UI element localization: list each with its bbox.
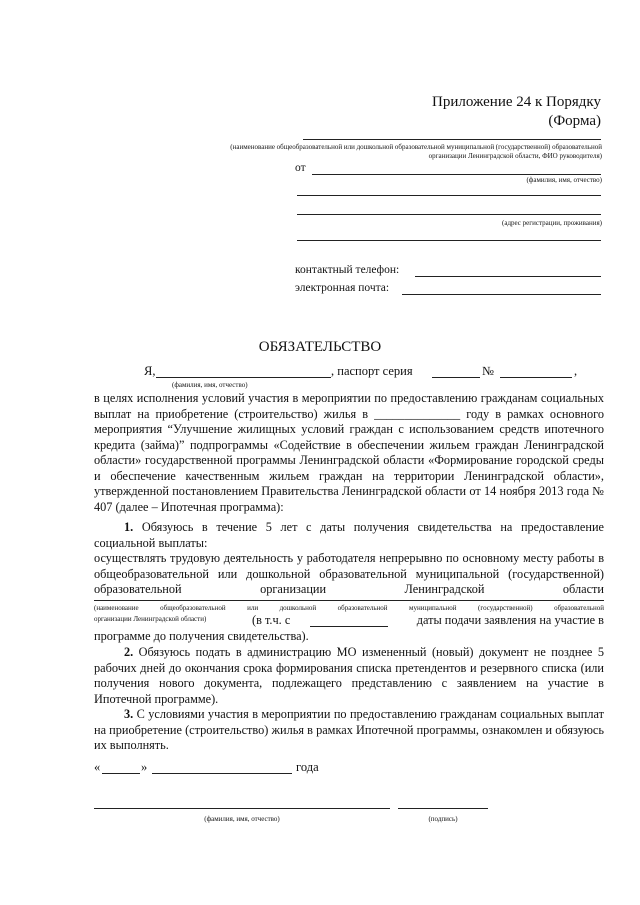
intro-paragraph: в целях исполнения условий участия в мероприятии по предоставлению гражданам социальных выплат на приобретение (строительство) жилья в ______________ году в рамках основного мероприятия “Улучшение жилищных условий граждан с использованием средств ипотечного кредита (займа)” подпрограммы «Содействие в обеспечении жильем граждан Ленинградской области» государственной программы Ленинградской области «Формирование городской среды и обеспечение качественным жильем граждан на территории Ленинградской области», утвержденной постановлением Правительства Ленинградской области от 14 ноября 2013 года № 407 (далее – Ипотечная программа):	[94, 391, 604, 514]
item-3-number: 3.	[124, 707, 134, 721]
passport-label: , паспорт серия	[331, 364, 413, 378]
quote-close: »	[141, 760, 148, 774]
item-1-detail: осуществлять трудовую деятельность у работодателя непрерывно по основному месту работы в общеобразовательной или дошкольной образовательной муниципальной (государственной) образовательной организации Ленинградской области	[94, 551, 604, 596]
from-line-3[interactable]	[297, 214, 601, 215]
item-1-caption-1: (наименование общеобразовательной или дошкольной образовательной муниципальной (государственной) образовательной	[94, 604, 604, 612]
i-label: Я,	[144, 364, 156, 378]
item-1-tail-b: даты подачи заявления на участие в	[416, 613, 604, 627]
phone-field[interactable]	[415, 276, 601, 277]
item-2-number: 2.	[124, 645, 134, 659]
signature-field[interactable]	[398, 808, 488, 809]
appendix-title: Приложение 24 к Порядку	[432, 94, 601, 110]
document-title: ОБЯЗАТЕЛЬСТВО	[258, 339, 382, 355]
phone-label: контактный телефон:	[295, 264, 400, 276]
passport-series-field[interactable]	[432, 377, 480, 378]
signature-name-caption: (фамилия, имя, отчество)	[204, 815, 280, 823]
from-name-caption: (фамилия, имя, отчество)	[526, 176, 602, 184]
item-1-text: Обязуюсь в течение 5 лет с даты получения свидетельства на предоставление социальной выплаты:	[94, 520, 604, 550]
date-line	[94, 760, 354, 776]
year-label: года	[296, 760, 319, 774]
quote-open: «	[94, 760, 101, 774]
intro-line	[94, 364, 604, 382]
signature-name-field[interactable]	[94, 808, 390, 809]
item-3	[94, 707, 604, 754]
month-field[interactable]	[152, 773, 292, 774]
item-3-text: С условиями участия в мероприятии по предоставлению гражданам социальных выплат на приобретение (строительство) жилья в рамках Ипотечной программы, ознакомлен и обязуюсь их выполнять.	[94, 707, 604, 752]
item-1-date-field[interactable]	[310, 626, 388, 627]
from-line-2[interactable]	[297, 195, 601, 196]
item-2-text: Обязуюсь подать в администрацию МО измененный (новый) документ не позднее 5 рабочих дней до окончания срока формирования списка претендентов и резервного списка (или получения нового документа, подлежащего представлению с заявлением на участие в Ипотечной программе).	[94, 645, 604, 706]
addressee-caption-2: организации Ленинградской области, ФИО руководителя)	[428, 152, 602, 160]
item-1-number: 1.	[124, 520, 134, 534]
from-name-field[interactable]	[312, 174, 601, 175]
item-1-tail-line	[94, 613, 604, 629]
passport-number-field[interactable]	[500, 377, 572, 378]
email-field[interactable]	[402, 294, 601, 295]
addressee-caption-1: (наименование общеобразовательной или дошкольной образовательной муниципальной (государственной) образовательной	[230, 143, 602, 151]
from-label: от	[295, 162, 306, 174]
intro-name-caption: (фамилия, имя, отчество)	[172, 381, 248, 389]
item-2	[94, 645, 604, 707]
item-1-tail-c: программе до получения свидетельства).	[94, 629, 309, 643]
item-1-tail-a: (в т.ч. с	[252, 613, 291, 627]
number-label: №	[482, 364, 494, 378]
item-1-organization-field[interactable]	[94, 600, 604, 601]
intro-comma: ,	[574, 364, 578, 378]
signature-caption: (подпись)	[428, 815, 458, 823]
address-caption: (адрес регистрации, проживания)	[502, 219, 602, 227]
day-field[interactable]	[102, 773, 140, 774]
email-label: электронная почта:	[295, 282, 390, 294]
item-1	[94, 520, 604, 551]
address-line[interactable]	[297, 240, 601, 241]
intro-name-field[interactable]	[156, 377, 331, 378]
form-label: (Форма)	[548, 113, 601, 129]
item-1-caption-2: организации Ленинградской области)	[94, 615, 207, 623]
addressee-field[interactable]	[303, 139, 601, 140]
